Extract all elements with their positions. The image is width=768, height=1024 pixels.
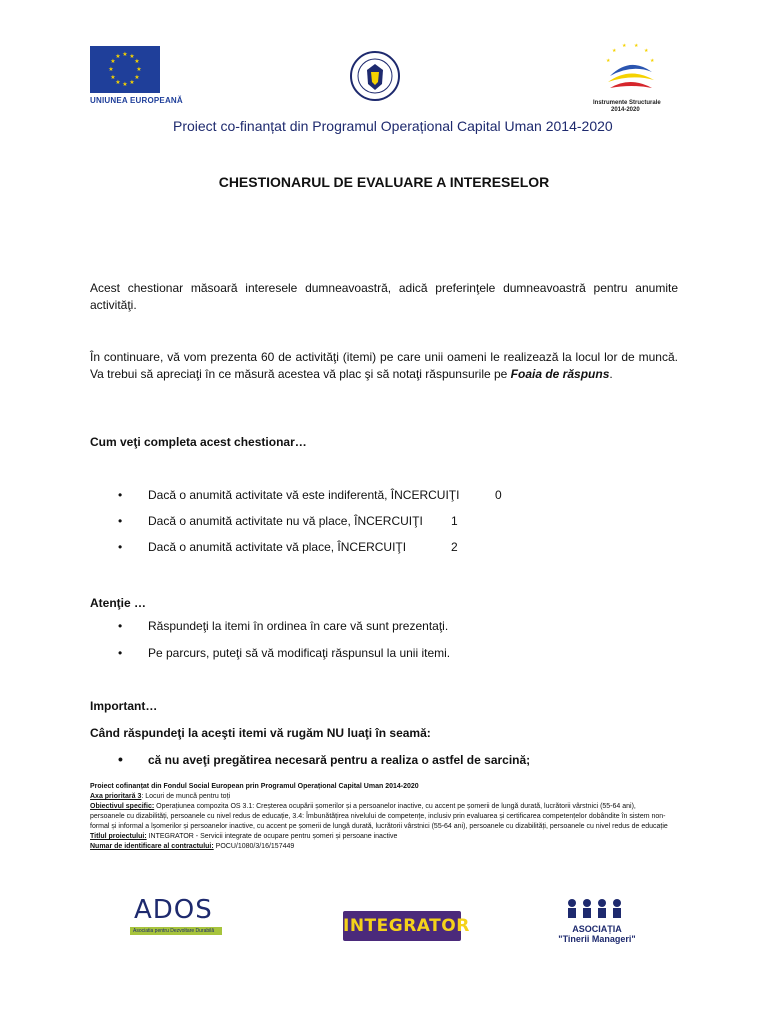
- ados-caption: Asociatia pentru Dezvoltare Durabilă: [130, 927, 222, 935]
- eu-flag-logo: [90, 46, 160, 93]
- option-text: Dacă o anumită activitate vă este indiferentă, ÎNCERCUIŢI: [148, 488, 460, 502]
- option-value: 1: [451, 514, 458, 528]
- option-text: Dacă o anumită activitate nu vă place, ÎNCERCUIŢI: [148, 514, 423, 528]
- axis-label: Axa prioritară 3: [90, 793, 142, 800]
- bullet-icon: •: [118, 646, 123, 660]
- bullet-icon: •: [118, 751, 123, 767]
- list-item: [118, 539, 518, 556]
- answer-sheet-emphasis: Foaia de răspuns: [510, 367, 610, 381]
- eu-caption: UNIUNEA EUROPEANĂ: [90, 96, 183, 105]
- important-subheading: Când răspundeţi la aceşti itemi vă rugăm NU luaţi în seamă:: [90, 726, 431, 740]
- important-item: că nu aveţi pregătirea necesară pentru a realiza o astfel de sarcină;: [148, 753, 531, 767]
- instrumente-structurale-icon: [598, 42, 662, 98]
- bullet-icon: •: [118, 540, 123, 554]
- instrumente-structurale-logo: [598, 42, 662, 98]
- svg-text:★: ★: [634, 43, 639, 49]
- continuation-end: .: [609, 367, 613, 381]
- svg-text:★: ★: [129, 53, 135, 60]
- bullet-icon: •: [118, 514, 123, 528]
- bullet-icon: •: [118, 619, 123, 633]
- svg-text:★: ★: [650, 58, 655, 64]
- svg-text:★: ★: [134, 74, 140, 81]
- svg-text:★: ★: [122, 81, 128, 88]
- instrumente-structurale-caption: [593, 100, 673, 114]
- how-to-heading: Cum veţi completa acest chestionar…: [90, 435, 307, 449]
- ados-wordmark: ADOS: [134, 895, 213, 925]
- integrator-logo: INTEGRATOR: [343, 911, 461, 941]
- svg-text:★: ★: [644, 48, 649, 54]
- contract-id-label: Numar de identificare al contractului:: [90, 843, 214, 850]
- option-value: 2: [451, 540, 458, 554]
- svg-text:★: ★: [606, 58, 611, 64]
- option-value: 0: [495, 488, 502, 502]
- attention-item: Pe parcurs, puteţi să vă modificaţi răspunsul la unii itemi.: [148, 646, 451, 660]
- svg-text:★: ★: [622, 43, 627, 49]
- svg-text:★: ★: [115, 53, 121, 60]
- list-item: [118, 487, 518, 504]
- footer-axis: [90, 792, 670, 802]
- axis-value: : Locuri de muncă pentru toți: [141, 793, 231, 800]
- government-seal-icon: [349, 50, 401, 102]
- government-logo: [349, 50, 401, 102]
- objective-label: Obiectivul specific:: [90, 803, 155, 810]
- asociatia-text: [545, 924, 649, 944]
- asociatia-line1: ASOCIAȚIA: [572, 924, 622, 934]
- svg-text:★: ★: [108, 66, 114, 73]
- svg-text:★: ★: [129, 79, 135, 86]
- is-caption-line2: 2014-2020: [611, 107, 640, 113]
- document-title: CHESTIONARUL DE EVALUARE A INTERESELOR: [218, 174, 550, 190]
- svg-text:★: ★: [612, 48, 617, 54]
- list-item: [118, 645, 450, 662]
- asociatia-line2: "Tinerii Manageri": [558, 934, 636, 944]
- svg-text:★: ★: [122, 51, 128, 58]
- ados-logo: [130, 895, 225, 943]
- is-caption-line1: Instrumente Structurale: [593, 100, 661, 106]
- people-group-icon: [560, 895, 634, 923]
- svg-text:★: ★: [110, 58, 116, 65]
- eu-stars-icon: [90, 46, 160, 93]
- svg-text:★: ★: [110, 74, 116, 81]
- project-cofinancing-line: Proiect co-finanțat din Programul Operațional Capital Uman 2014-2020: [173, 118, 613, 134]
- continuation-paragraph: [90, 349, 678, 383]
- list-item: [118, 513, 518, 530]
- attention-heading: Atenţie …: [90, 596, 147, 610]
- footer-cofinancing: Proiect cofinanțat din Fondul Social European prin Programul Operațional Capital Uman 2014-2020: [90, 783, 419, 790]
- important-heading: Important…: [90, 699, 158, 713]
- list-item: [118, 751, 530, 767]
- option-text: Dacă o anumită activitate vă place, ÎNCERCUIŢI: [148, 540, 407, 554]
- intro-paragraph: Acest chestionar măsoară interesele dumneavoastră, adică preferinţele dumneavoastră pentru anumite activităţi.: [90, 281, 678, 312]
- footer-text: [90, 782, 670, 852]
- project-title-label: Titlul proiectului:: [90, 833, 147, 840]
- svg-text:★: ★: [134, 58, 140, 65]
- contract-id-value: POCU/1080/3/16/157449: [213, 843, 295, 850]
- footer-contract-id: [90, 842, 670, 852]
- continuation-text: În continuare, vă vom prezenta 60 de activităţi (itemi) pe care unii oameni le realizează la locul lor de muncă. Va trebui să apreciaţi în ce măsură acestea vă plac şi să notaţi răspunsurile pe: [90, 350, 678, 381]
- footer-project-title: [90, 832, 670, 842]
- svg-text:★: ★: [115, 79, 121, 86]
- project-title-value: INTEGRATOR - Servicii integrate de ocupare pentru șomeri și persoane inactive: [146, 833, 398, 840]
- list-item: [118, 618, 448, 635]
- bullet-icon: •: [118, 488, 123, 502]
- attention-item: Răspundeţi la itemi în ordinea în care vă sunt prezentaţi.: [148, 619, 449, 633]
- footer-objective: [90, 802, 670, 832]
- svg-text:★: ★: [136, 66, 142, 73]
- objective-value: Operațiunea compozita OS 3.1: Creșterea ocupării șomerilor și a persoanelor inactive, cu accent pe șomerii de lungă durată, lucrătorii vârstnici (55-64 ani), persoanele cu dizabilități, persoanele cu nivel redus de educație, 3.4: Îmbunătățirea nivelului de competențe, inclusiv prin evaluarea și certificarea competențelor dobândite în sistem non-formal și informal a lșomerilor și persoanelor inactive, cu accent pe șomerii de lungă durată, lucrătorii vârstnici (55-64 ani), persoanele cu dizabilități, persoanele cu nivel redus de educație: [90, 803, 668, 830]
